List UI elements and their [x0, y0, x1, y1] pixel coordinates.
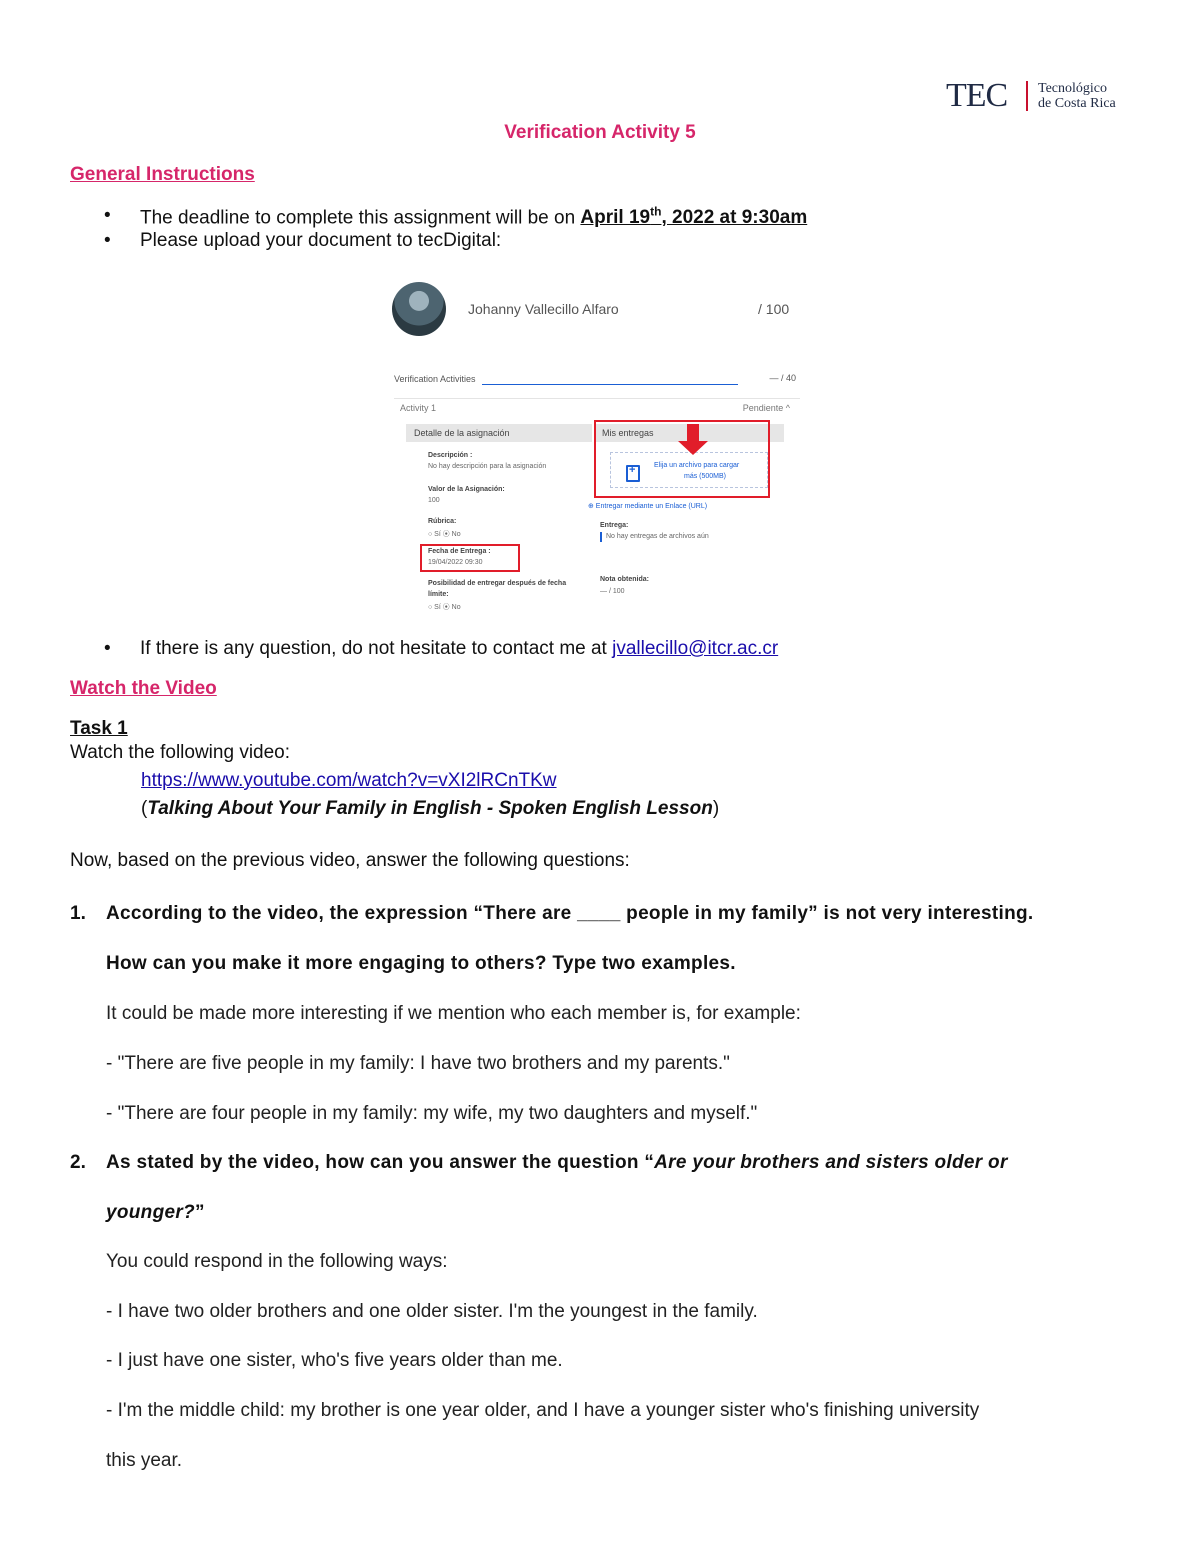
avatar — [392, 282, 446, 336]
deadline-text — [140, 205, 807, 229]
task-heading: Task 1 — [70, 718, 128, 739]
student-name: Johanny Vallecillo Alfaro — [468, 301, 619, 317]
student-score: / 100 — [758, 301, 790, 317]
grade-value: — / 100 — [600, 588, 625, 595]
delivery-value: No hay entregas de archivos aún — [606, 533, 709, 540]
value-value: 100 — [428, 497, 440, 504]
contact-prefix: If there is any question, do not hesitate to contact me at — [140, 638, 613, 659]
question-2-line-1 — [106, 1152, 1008, 1174]
contact-email-link[interactable]: jvallecillo@itcr.ac.cr — [612, 638, 779, 659]
tec-logo — [946, 78, 1126, 114]
section-label: Verification Activities — [394, 374, 476, 384]
question-1-line-1: According to the video, the expression “There are ____ people in my family” is not very interesting. — [106, 903, 1034, 924]
activity-label: Activity 1 — [400, 403, 437, 413]
general-instructions-heading: General Instructions — [70, 164, 255, 185]
desc-label: Descripción : — [428, 452, 473, 459]
deadline-prefix: The deadline to complete this assignment will be on — [140, 207, 581, 229]
logo-tec: TEC — [946, 77, 1008, 114]
task-instruction: Watch the following video: — [70, 742, 291, 763]
rubric-value: ○ Sí ⦿ No — [428, 531, 461, 538]
delivery-bar — [600, 532, 602, 542]
tecdigital-screenshot-panel — [394, 370, 800, 622]
divider — [394, 398, 800, 399]
video-title-line — [141, 798, 719, 820]
upload-text: Elija un archivo para cargar — [654, 462, 740, 469]
upload-instruction: Please upload your document to tecDigital: — [140, 230, 502, 251]
paren-open: ( — [141, 798, 148, 819]
video-url-link[interactable]: https://www.youtube.com/watch?v=vXI2lRCnTKw — [141, 770, 557, 791]
grade-label: Nota obtenida: — [600, 576, 649, 583]
paren-close: ) — [712, 798, 720, 819]
bullet-icon: • — [104, 230, 111, 251]
question-2-line-2 — [106, 1202, 205, 1224]
question-2-close-quote: ” — [194, 1202, 205, 1223]
logo-line1: Tecnológico — [1038, 81, 1107, 96]
contact-text — [140, 638, 778, 660]
deadline-rest: , 2022 at 9:30am — [661, 207, 808, 229]
question-2-number: 2. — [70, 1152, 86, 1173]
answer-1-example-2: - "There are four people in my family: my wife, my two daughters and myself." — [106, 1103, 758, 1124]
submissions-highlight — [594, 420, 770, 498]
upload-size: más (500MB) — [684, 473, 727, 480]
answer-1-example-1: - "There are five people in my family: I have two brothers and my parents." — [106, 1053, 730, 1074]
delivery-label: Entrega: — [600, 522, 629, 529]
arrow-head — [678, 441, 708, 455]
url-link[interactable]: ⊕ Entregar mediante un Enlace (URL) — [588, 503, 708, 510]
deadline-sup: th — [650, 205, 662, 219]
assignment-detail-header: Detalle de la asignación — [406, 424, 592, 442]
my-submissions-header: Mis entregas — [594, 424, 784, 442]
page-title: Verification Activity 5 — [504, 122, 696, 143]
late-label: Posibilidad de entregar después de fecha — [428, 580, 567, 587]
section-points: — / 40 — [769, 373, 796, 383]
due-value: 19/04/2022 09:30 — [428, 559, 483, 566]
desc-value: No hay descripción para la asignación — [428, 463, 547, 470]
question-2-quote-end: younger? — [106, 1202, 195, 1223]
logo-divider — [1026, 81, 1028, 111]
bullet-icon: • — [104, 638, 111, 659]
video-title: Talking About Your Family in English - Spoken English Lesson — [147, 798, 713, 819]
bullet-icon: • — [104, 205, 111, 226]
answer-2-example-2: - I just have one sister, who's five years older than me. — [106, 1350, 563, 1371]
answer-1-intro: It could be made more interesting if we mention who each member is, for example: — [106, 1003, 801, 1024]
late-label-2: límite: — [428, 591, 449, 598]
answer-2-example-1: - I have two older brothers and one older sister. I'm the youngest in the family. — [106, 1301, 758, 1322]
assignment-detail-column — [406, 424, 592, 622]
arrow-shaft — [687, 424, 699, 442]
value-label: Valor de la Asignación: — [428, 486, 505, 493]
deadline-day: April 19 — [580, 207, 651, 229]
answer-2-example-3-cont: this year. — [106, 1450, 183, 1471]
deadline-date — [580, 207, 807, 228]
question-1-number: 1. — [70, 903, 86, 924]
status-label: Pendiente ^ — [742, 403, 790, 413]
rubric-label: Rúbrica: — [428, 518, 457, 525]
late-value: ○ Sí ⦿ No — [428, 604, 461, 611]
answer-2-example-3: - I'm the middle child: my brother is one year older, and I have a younger sister who's finishing university — [106, 1400, 980, 1421]
question-1-line-2: How can you make it more engaging to others? Type two examples. — [106, 953, 736, 974]
answer-2-intro: You could respond in the following ways: — [106, 1251, 448, 1272]
questions-prompt: Now, based on the previous video, answer the following questions: — [70, 850, 630, 871]
section-underline — [482, 384, 738, 385]
logo-line2: de Costa Rica — [1038, 96, 1116, 111]
question-2-quote: Are your brothers and sisters older or — [654, 1152, 1008, 1173]
question-2-prefix: As stated by the video, how can you answer the question “ — [106, 1152, 655, 1173]
due-label: Fecha de Entrega : — [428, 548, 491, 555]
tecdigital-screenshot-header — [392, 280, 802, 340]
video-link — [141, 770, 557, 792]
watch-video-heading: Watch the Video — [70, 678, 217, 699]
file-upload-icon — [626, 465, 640, 482]
